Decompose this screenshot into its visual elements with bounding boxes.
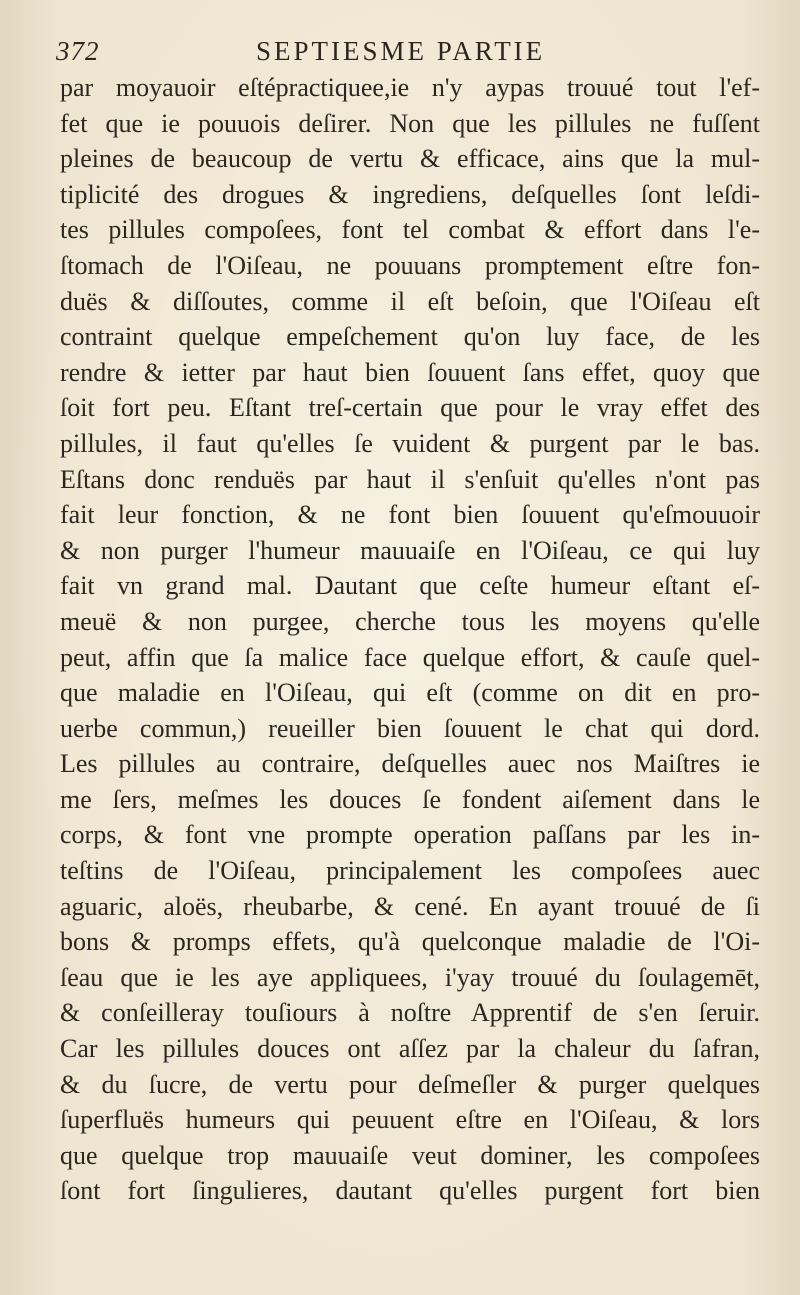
text-line: & conſeilleray touſiours à noſtre Apprentif de s'en ſeruir.	[60, 998, 760, 1028]
text-line: teſtins de l'Oiſeau, principalement les compoſees auec	[60, 856, 760, 886]
text-line: ſeau que ie les aye appliquees, i'yay trouué du ſoulagemēt,	[60, 962, 760, 992]
body-text	[60, 70, 760, 1209]
text-line: fet que ie pouuois deſirer. Non que les pillules ne fuſſent	[60, 108, 760, 138]
text-line: ſuperfluës humeurs qui peuuent eſtre en l'Oiſeau, & lors	[60, 1105, 760, 1135]
text-line: fait vn grand mal. Dautant que ceſte humeur eſtant eſ-	[60, 571, 760, 601]
page-number: 372	[56, 36, 100, 66]
text-line: & non purger l'humeur mauuaiſe en l'Oiſeau, ce qui luy	[60, 535, 760, 565]
text-line: contraint quelque empeſchement qu'on luy face, de les	[60, 322, 760, 352]
text-line: que maladie en l'Oiſeau, qui eſt (comme on dit en pro-	[60, 678, 760, 708]
text-line: ſtomach de l'Oiſeau, ne pouuans promptement eſtre fon-	[60, 250, 760, 280]
text-line: peut, affin que ſa malice face quelque effort, & cauſe quel-	[60, 642, 760, 672]
text-line: meuë & non purgee, cherche tous les moyens qu'elle	[60, 606, 760, 636]
text-line: ſont fort ſingulieres, dautant qu'elles purgent fort bien	[60, 1176, 760, 1206]
page-header	[56, 36, 756, 70]
text-line: corps, & font vne prompte operation paſſans par les in-	[60, 820, 760, 850]
text-line: duës & diſſoutes, comme il eſt beſoin, que l'Oiſeau eſt	[60, 286, 760, 316]
text-line: pillules, il faut qu'elles ſe vuident & purgent par le bas.	[60, 428, 760, 458]
text-line: que quelque trop mauuaiſe veut dominer, les compoſees	[60, 1140, 760, 1170]
text-line: rendre & ietter par haut bien ſouuent ſans effet, quoy que	[60, 357, 760, 387]
text-line: me ſers, meſmes les douces ſe fondent aiſement dans le	[60, 784, 760, 814]
text-line: pleines de beaucoup de vertu & efficace, ains que la mul-	[60, 144, 760, 174]
text-line: bons & promps effets, qu'à quelconque maladie de l'Oi-	[60, 927, 760, 957]
text-line: fait leur fonction, & ne font bien ſouuent qu'eſmouuoir	[60, 500, 760, 530]
text-line: par moyauoir eſtépractiquee,ie n'y aypas trouué tout l'ef-	[60, 73, 760, 102]
running-head: SEPTIESME PARTIE	[256, 36, 546, 66]
text-line: Eſtans donc renduës par haut il s'enſuit qu'elles n'ont pas	[60, 464, 760, 494]
text-line: tes pillules compoſees, font tel combat & effort dans l'e-	[60, 215, 760, 245]
text-line: aguaric, aloës, rheubarbe, & cené. En ayant trouué de ſi	[60, 891, 760, 921]
text-line: tiplicité des drogues & ingrediens, deſquelles ſont leſdi-	[60, 179, 760, 209]
text-line: Car les pillules douces ont aſſez par la chaleur du ſafran,	[60, 1034, 760, 1064]
text-line: uerbe commun,) reueiller bien ſouuent le chat qui dord.	[60, 713, 760, 743]
text-line: & du ſucre, de vertu pour deſmeſler & purger quelques	[60, 1069, 760, 1099]
text-line: Les pillules au contraire, deſquelles auec nos Maiſtres ie	[60, 749, 760, 779]
text-line: ſoit fort peu. Eſtant treſ-certain que pour le vray effet des	[60, 393, 760, 423]
